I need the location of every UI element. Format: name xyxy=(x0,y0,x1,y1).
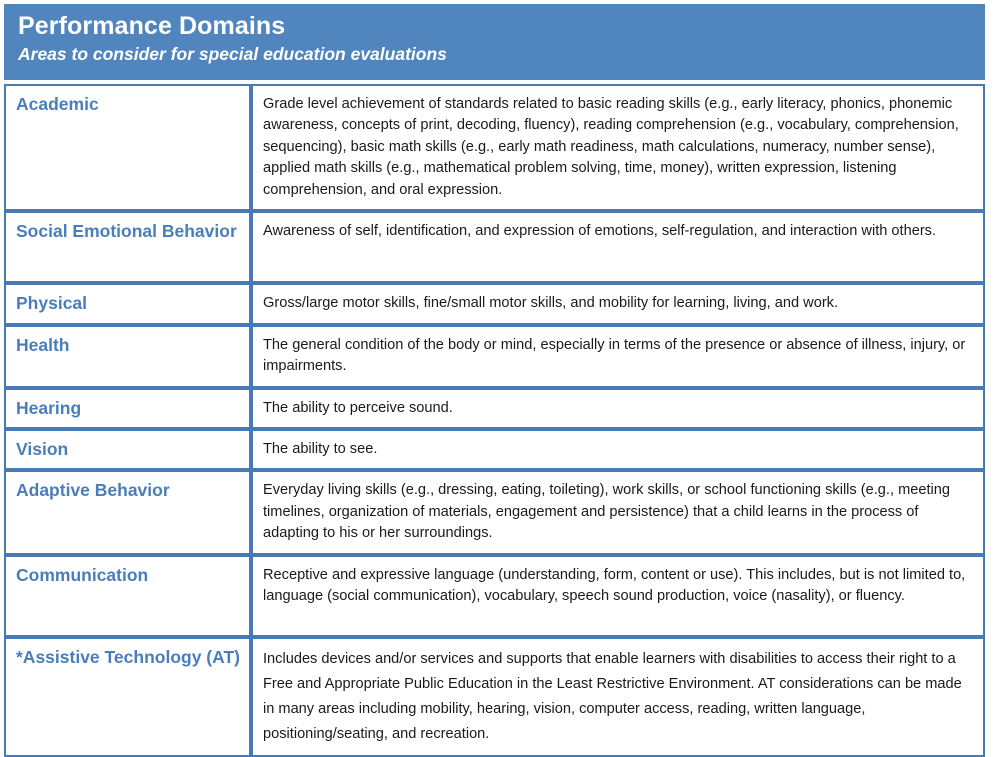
domain-name: Physical xyxy=(16,293,88,314)
domain-name: Hearing xyxy=(16,397,82,418)
domain-label-cell xyxy=(4,388,251,429)
domain-description: Gross/large motor skills, fine/small motor skills, and mobility for learning, living, and work. xyxy=(263,295,839,312)
domain-description: The general condition of the body or mind, especially in terms of the presence or absence of illness, injury, or impairments. xyxy=(263,336,966,375)
domain-label-cell xyxy=(4,211,251,283)
domain-label-cell xyxy=(4,555,251,637)
domain-name: *Assistive Technology (AT) xyxy=(16,646,240,667)
table-row xyxy=(4,283,985,324)
domain-name: Health xyxy=(16,334,70,355)
domain-description: Grade level achievement of standards related to basic reading skills (e.g., early literacy, phonics, phonemic awareness, concepts of print, decoding, fluency), reading comprehension (e.g., vocabulary, comprehension, sequencing), basic math skills (e.g., early math readiness, math calculations, numeracy, number sense), applied math skills (e.g., mathematical problem solving, time, money), written expression, listening comprehension, and oral expression. xyxy=(263,96,959,198)
domain-description: Receptive and expressive language (understanding, form, content or use). This includes, but is not limited to, language (social communication), vocabulary, speech sound production, voice (nasality), or fluency. xyxy=(263,566,966,605)
domain-description-cell xyxy=(251,211,985,283)
domain-label-cell xyxy=(4,84,251,211)
domain-description: Everyday living skills (e.g., dressing, eating, toileting), work skills, or school functioning skills (e.g., meeting timelines, organization of materials, engagement and persistence) that a child learns in the process of adapting to his or her surroundings. xyxy=(263,482,951,542)
domain-name: Academic xyxy=(16,94,99,114)
domain-label-cell xyxy=(4,283,251,324)
table-row xyxy=(4,429,985,470)
table-row xyxy=(4,637,985,757)
domain-description-cell xyxy=(251,555,985,637)
domain-name: Social Emotional Behavior xyxy=(16,221,237,242)
domain-description: Includes devices and/or services and supports that enable learners with disabilities to access their right to a Free and Appropriate Public Education in the Least Restrictive Environment. AT considerations can be made in many areas including mobility, hearing, vision, computer access, reading, written language, positioning/seating, and recreation. xyxy=(263,650,962,742)
domain-description-cell xyxy=(251,429,985,470)
header-banner xyxy=(4,4,985,80)
table-row xyxy=(4,470,985,554)
domain-label-cell xyxy=(4,429,251,470)
domain-description-cell xyxy=(251,84,985,211)
domain-description-cell xyxy=(251,637,985,757)
domain-name: Adaptive Behavior xyxy=(16,480,170,501)
domain-name: Communication xyxy=(16,564,149,585)
domain-name: Vision xyxy=(16,438,69,459)
domain-description-cell xyxy=(251,470,985,554)
performance-domains-table xyxy=(4,84,985,757)
table-row xyxy=(4,325,985,388)
domain-description: The ability to perceive sound. xyxy=(263,399,453,416)
table-body xyxy=(4,84,985,757)
domain-label-cell xyxy=(4,637,251,757)
table-row xyxy=(4,388,985,429)
page-subtitle: Areas to consider for special education evaluations xyxy=(18,43,447,64)
domain-description-cell xyxy=(251,325,985,388)
domain-description-cell xyxy=(251,388,985,429)
domain-label-cell xyxy=(4,470,251,554)
domain-description: The ability to see. xyxy=(263,440,378,457)
domain-description-cell xyxy=(251,283,985,324)
page-title: Performance Domains xyxy=(18,12,286,40)
domain-label-cell xyxy=(4,325,251,388)
table-row xyxy=(4,555,985,637)
table-row xyxy=(4,84,985,211)
domain-description: Awareness of self, identification, and expression of emotions, self-regulation, and interaction with others. xyxy=(263,223,937,240)
table-row xyxy=(4,211,985,283)
